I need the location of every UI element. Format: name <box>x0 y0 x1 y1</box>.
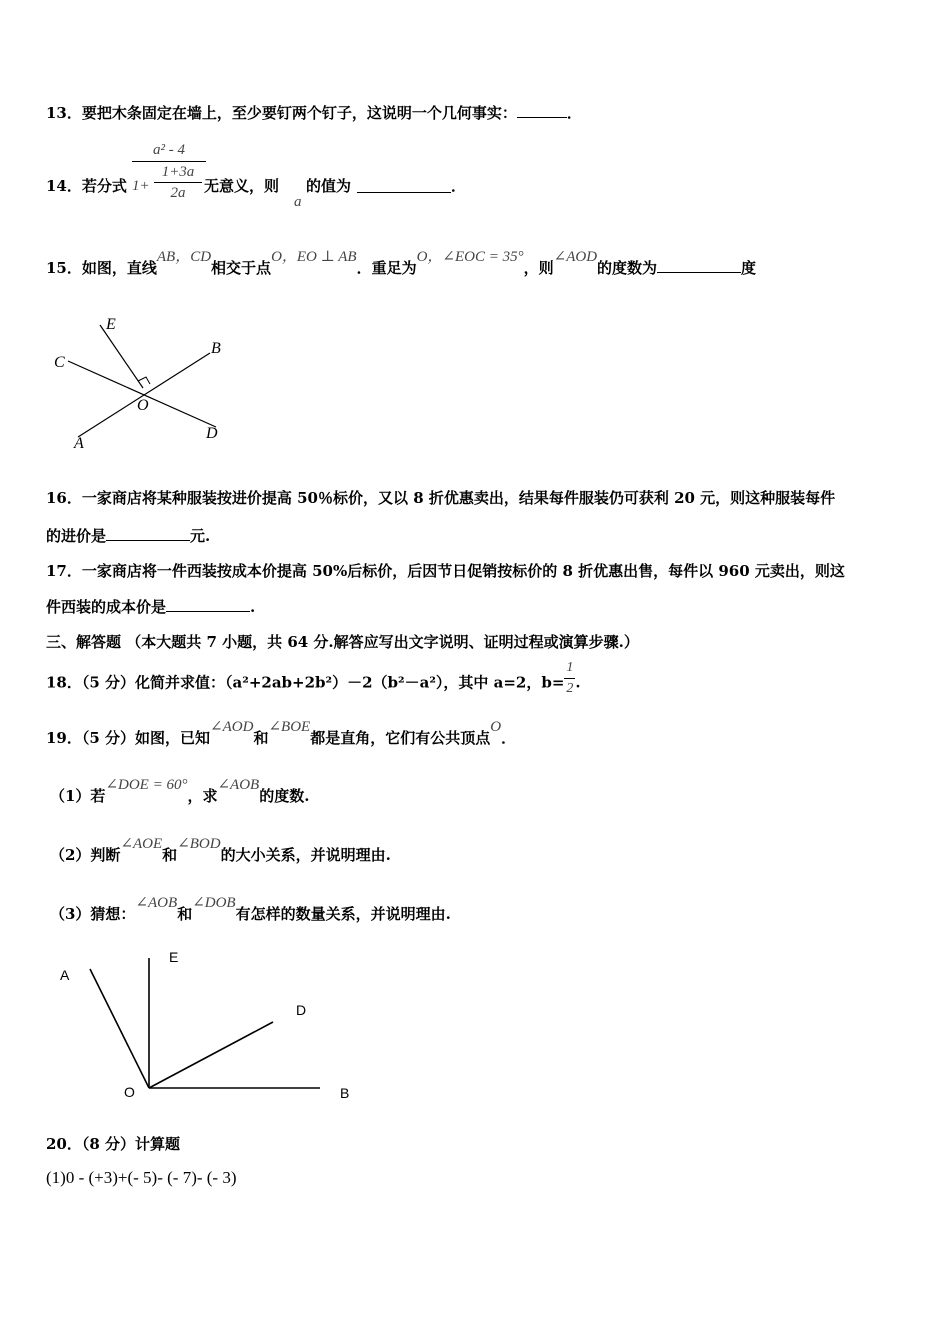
label-d: D <box>206 425 218 442</box>
label-a: A <box>74 435 84 452</box>
q13-blank <box>517 103 567 118</box>
q16-blank <box>106 526 190 541</box>
label-e: E <box>106 316 116 333</box>
question-18: 18．（5 分）化简并求值：（a²+2ab+2b²）－2（b²－a²），其中 a=2，b= $\frac{1}{2}$ . <box>46 668 581 699</box>
ray-od <box>149 1022 273 1088</box>
question-17-line1: 17．一家商店将一件西装按成本价提高 50%后标价，后因节日促销按标价的 8 折优惠出售，每件以 960 元卖出，则这 <box>46 562 845 580</box>
question-19-part3: （3）猜想：∠AOB和∠DOB有怎样的数量关系，并说明理由. <box>50 895 451 923</box>
q13-text: 13．要把木条固定在墙上，至少要钉两个钉子，这说明一个几何事实： <box>46 104 517 122</box>
question-16-line1: 16．一家商店将某种服装按进价提高 50％标价，又以 8 折优惠卖出，结果每件服装仍可获利 20 元，则这种服装每件 <box>46 489 836 507</box>
label-c: C <box>54 354 65 371</box>
question-19-part2: （2）判断∠AOE和∠BOD的大小关系，并说明理由. <box>50 836 391 864</box>
label-o: O <box>124 1084 135 1100</box>
q15-blank <box>657 258 741 273</box>
question-13: 13．要把木条固定在墙上，至少要钉两个钉子，这说明一个几何事实： ． <box>46 104 582 122</box>
label-b: B <box>211 340 221 357</box>
question-20: 20．（8 分）计算题 <box>46 1135 181 1153</box>
q19-diagram <box>50 945 370 1110</box>
label-e: E <box>169 949 179 965</box>
q20-expression: (1)0 - (+3)+(- 5)- (- 7)- (- 3) <box>46 1168 237 1187</box>
q14-fraction: a² - 4 1+ 1+3a 2a <box>132 140 206 206</box>
question-19: 19．（5 分）如图，已知∠AOD和∠BOE都是直角，它们有公共顶点O． <box>46 719 517 747</box>
q17-blank <box>166 597 250 612</box>
question-16-line2: 的进价是 元. <box>46 527 211 545</box>
label-d: D <box>296 1002 307 1018</box>
q18-fraction: $\frac{1}{2}$ <box>566 660 574 696</box>
line-cd <box>68 361 216 427</box>
ray-oa <box>90 969 149 1088</box>
label-b: B <box>340 1085 350 1101</box>
question-15: 15．如图，直线AB，CD相交于点O，EO ⊥ AB．重足为O，∠EOC = 35°，则∠AOD的度数为 度 <box>46 249 757 277</box>
section-3-heading: 三、解答题 （本大题共 7 小题，共 64 分.解答应写出文字说明、证明过程或演算步骤.） <box>46 633 639 651</box>
label-o: O <box>137 397 149 414</box>
q14-blank <box>357 178 451 193</box>
question-17-line2: 件西装的成本价是 . <box>46 598 256 616</box>
question-19-part1: （1）若∠DOE = 60°，求∠AOB的度数. <box>50 777 310 805</box>
q15-diagram <box>40 305 250 455</box>
label-a: A <box>60 967 70 983</box>
